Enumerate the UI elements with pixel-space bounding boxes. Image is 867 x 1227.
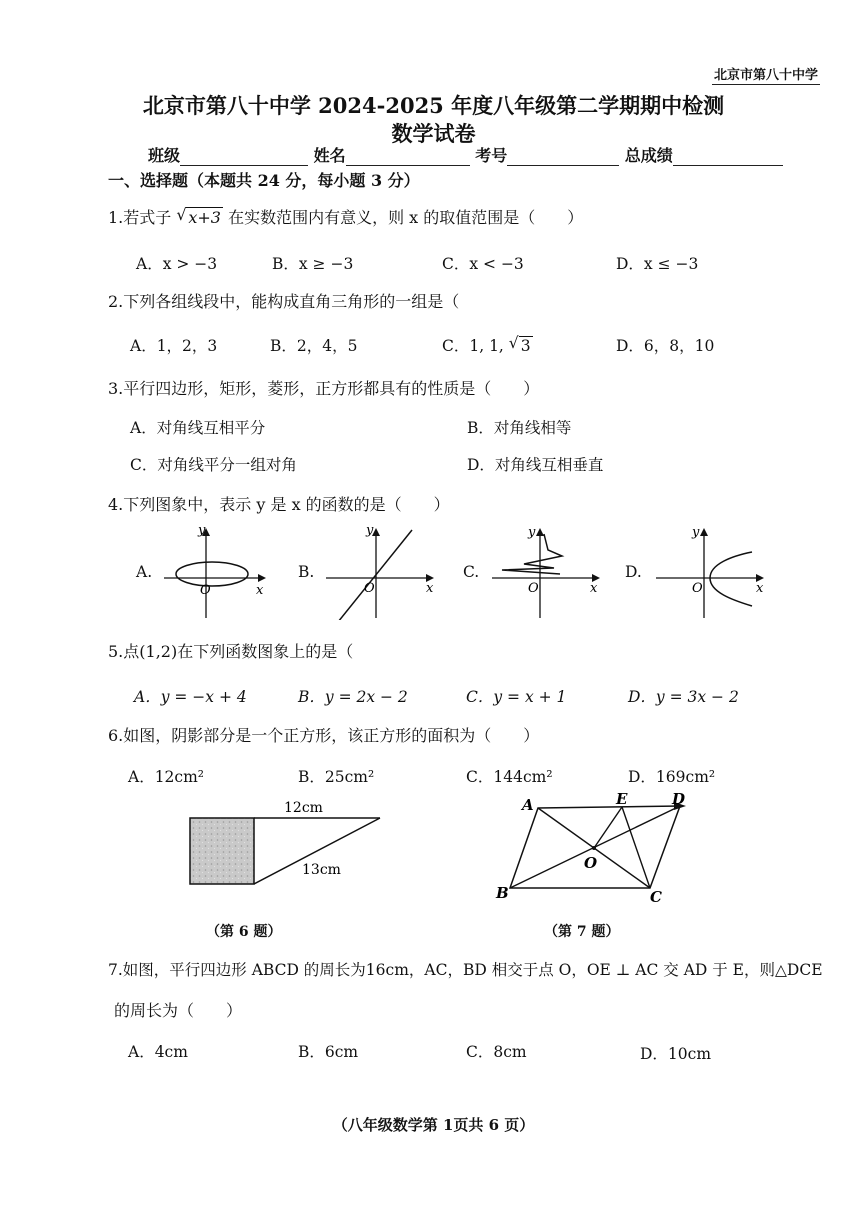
q4a-y: y [198, 523, 206, 538]
q1-radicand: x+3 [188, 208, 221, 227]
q2-option-d[interactable]: D．6，8，10 [616, 337, 715, 355]
q4d-y: y [692, 525, 700, 540]
q3-option-a[interactable]: A．对角线互相平分 [130, 419, 266, 437]
class-blank[interactable] [180, 149, 308, 166]
exam-no-blank[interactable] [507, 149, 619, 166]
question-7-line1: 7.如图，平行四边形 ABCD 的周长为16cm，AC，BD 相交于点 O，OE ⊥ AC 交 AD 于 E，则△DCE [108, 961, 823, 979]
q6-caption: （第 6 题） [206, 924, 282, 940]
q6-figure [180, 796, 390, 896]
q4-graph-d [652, 522, 770, 620]
q4b-x: x [426, 581, 434, 596]
q7-point-c: C [650, 888, 662, 906]
q6-option-a[interactable]: A．12cm² [128, 768, 205, 786]
q4-graph-c [488, 522, 606, 620]
question-4: 4.下列图象中，表示 y 是 x 的函数的是（ ） [108, 495, 450, 514]
q2-option-a[interactable]: A．1，2，3 [130, 337, 218, 355]
name-blank[interactable] [346, 149, 470, 166]
q2-option-c[interactable] [442, 334, 533, 356]
question-6: 6.如图，阴影部分是一个正方形，该正方形的面积为（ ） [108, 726, 540, 745]
q7-figure [490, 788, 700, 908]
q7-point-o: O [584, 854, 598, 872]
q1-option-c[interactable]: C．x < −3 [442, 255, 524, 273]
q4-label-c[interactable]: C. [463, 563, 480, 581]
q6-label-12cm: 12cm [284, 800, 323, 816]
question-2: 2.下列各组线段中，能构成直角三角形的一组是（ [108, 292, 460, 311]
total-score-label: 总成绩 [624, 146, 673, 165]
q4d-x: x [756, 581, 764, 596]
q4-graph-b [322, 522, 440, 620]
page-footer: （八年级数学第 1页共 6 页） [332, 1116, 535, 1134]
q3-option-b[interactable]: B．对角线相等 [467, 419, 572, 437]
q6-option-c[interactable]: C．144cm² [466, 768, 553, 786]
q4-label-d[interactable]: D. [625, 563, 642, 581]
exam-title: 北京市第八十中学 2024-2025 年度八年级第二学期期中检测 [142, 93, 725, 118]
q4-label-b[interactable]: B. [298, 563, 315, 581]
q4c-origin: O [528, 581, 539, 596]
q1-option-d[interactable]: D．x ≤ −3 [616, 255, 699, 273]
q6-label-13cm: 13cm [302, 862, 341, 878]
q7-option-d[interactable]: D．10cm [640, 1045, 712, 1063]
q4c-y: y [528, 525, 536, 540]
question-3: 3.平行四边形，矩形，菱形，正方形都具有的性质是（ ） [108, 379, 540, 398]
q7-option-c[interactable]: C．8cm [466, 1043, 527, 1061]
school-stamp: 北京市第八十中学 [712, 64, 820, 85]
class-label: 班级 [148, 146, 181, 165]
q4a-origin: O [200, 583, 211, 598]
q4b-y: y [366, 523, 374, 538]
student-info-line [148, 143, 783, 166]
total-score-blank[interactable] [673, 149, 783, 166]
q3-option-d[interactable]: D．对角线互相垂直 [467, 456, 604, 474]
name-label: 姓名 [313, 146, 346, 165]
q1-option-a[interactable]: A．x > −3 [136, 255, 218, 273]
q7-caption: （第 7 题） [544, 924, 620, 940]
question-7-line2: 的周长为（ ） [114, 1001, 243, 1020]
q4-label-a[interactable]: A. [136, 563, 153, 581]
shaded-square [190, 818, 254, 884]
q4a-x: x [256, 583, 264, 598]
q4b-origin: O [364, 581, 375, 596]
q6-option-d[interactable]: D．169cm² [628, 768, 716, 786]
q4-graph-a [160, 522, 270, 620]
q7-point-e: E [616, 790, 628, 808]
q7-option-b[interactable]: B．6cm [298, 1043, 359, 1061]
q2-c-sqrt: √ 3 [508, 334, 531, 355]
q5-option-b[interactable]: B．y = 2x − 2 [298, 688, 408, 706]
q5-option-d[interactable]: D．y = 3x − 2 [628, 688, 739, 706]
q1-option-b[interactable]: B．x ≥ −3 [272, 255, 354, 273]
q1-sqrt: √ x+3 [176, 205, 221, 227]
q5-option-c[interactable]: C．y = x + 1 [466, 688, 567, 706]
question-1 [108, 205, 583, 228]
q1-pre: 1.若式子 [108, 208, 172, 227]
q7-point-a: A [522, 796, 534, 814]
q7-option-a[interactable]: A．4cm [128, 1043, 188, 1061]
q7-point-d: D [672, 790, 686, 808]
q2-option-b[interactable]: B．2，4，5 [270, 337, 358, 355]
q7-point-b: B [496, 884, 509, 902]
q6-option-b[interactable]: B．25cm² [298, 768, 375, 786]
q2-option-c-text: C．1, 1, [442, 337, 509, 355]
q5-option-a[interactable]: A．y = −x + 4 [134, 688, 247, 706]
q2-c-radicand: 3 [520, 337, 531, 355]
q3-option-c[interactable]: C．对角线平分一组对角 [130, 456, 297, 474]
question-5: 5.点(1,2)在下列函数图象上的是（ [108, 642, 354, 661]
section-heading: 一、选择题（本题共 24 分，每小题 3 分） [108, 171, 420, 190]
exam-subtitle: 数学试卷 [391, 121, 476, 146]
q4d-origin: O [692, 581, 703, 596]
q4c-x: x [590, 581, 598, 596]
q1-post: 在实数范围内有意义，则 x 的取值范围是（ ） [228, 208, 584, 227]
exam-no-label: 考号 [475, 146, 508, 165]
